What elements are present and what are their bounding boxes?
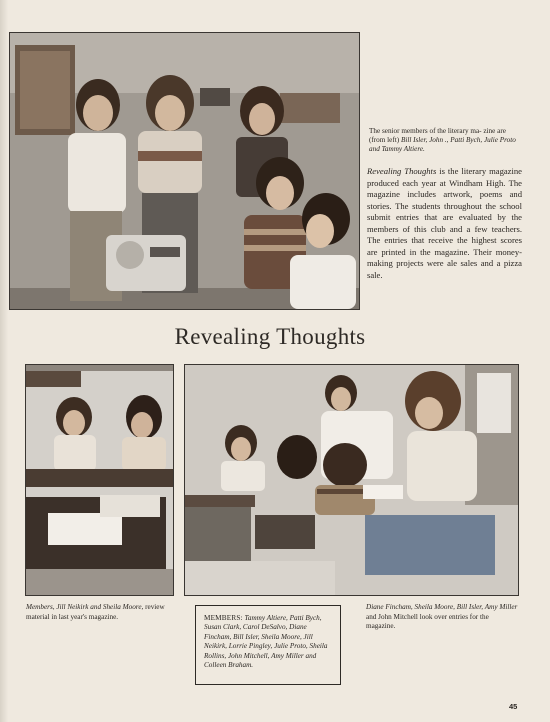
photo-group-entries <box>184 364 519 596</box>
members-label: MEMBERS: <box>204 614 243 622</box>
caption-left-photo: Members, Jill Neikirk and Sheila Moore, review material in last year's magazine. <box>26 603 165 621</box>
caption-names: Bill Isler, John ., Patti Bych, Julie Proto and Tammy Altiere. <box>369 136 516 153</box>
page-title: Revealing Thoughts <box>174 324 366 349</box>
article-body <box>367 166 522 281</box>
members-names: Tammy Altiere, Patti Bych, Susan Clark, Carol DeSalvo, Diane Fincham, Bill Isler, Sheila Moore, Jill Neikirk, Lorrie Pingley, Julie Proto, Sheila Rollins, John Mitchell, Amy Miller and Colleen Braham. <box>204 614 328 670</box>
photo-neikirk-moore <box>25 364 174 596</box>
article-text: is the literary magazine produced each year at Windham High. The magazine includes artwork, poems and stories. The students throughout the school submit entries that are evaluated by the members of this club and a few teachers. The entries that receive the highest scores are printed in the magazine. Their money-making projects were ale sales and a pizza sale. <box>367 166 522 280</box>
top-photo-caption: The senior members of the literary ma- zine are (from left) Bill Isler, John ., Patti Bych, Julie Proto and Tammy Altiere. <box>369 127 516 153</box>
magazine-title-inline: Revealing Thoughts <box>367 166 437 176</box>
page-number: 45 <box>509 702 518 711</box>
page-gutter <box>0 0 8 722</box>
photo-senior-members <box>9 32 360 310</box>
members-list-box <box>195 605 341 685</box>
caption-right-photo: Diane Fincham, Sheila Moore, Bill Isler, Amy Miller and John Mitchell look over entries for the magazine. <box>366 603 518 630</box>
